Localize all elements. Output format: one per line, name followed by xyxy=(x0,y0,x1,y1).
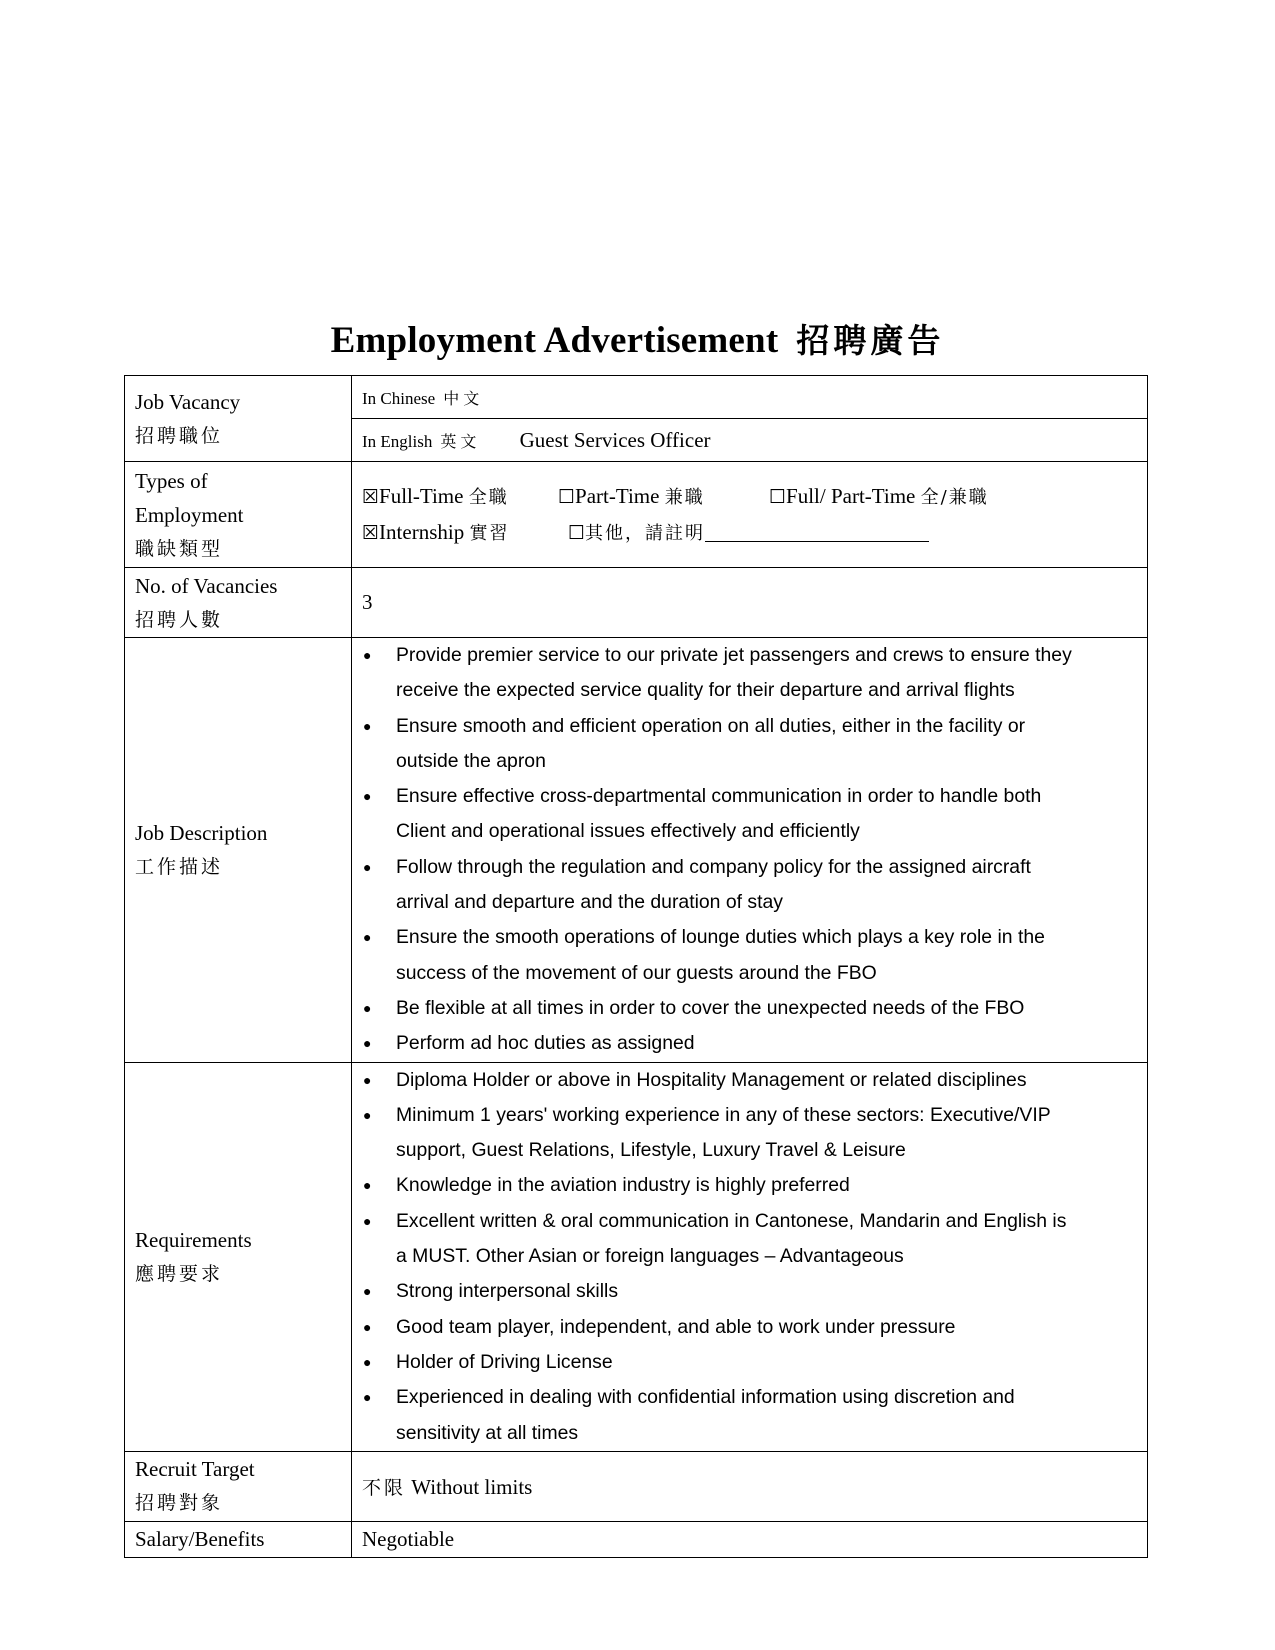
recruit-target-value-zh: 不限 xyxy=(362,1476,407,1499)
recruit-target-row xyxy=(125,1451,1148,1521)
list-item xyxy=(352,1274,1143,1309)
requirements-cell xyxy=(352,1062,1148,1451)
list-item-line: a MUST. Other Asian or foreign languages – Advantageous xyxy=(396,1245,904,1268)
checkbox-part-time[interactable]: ☐ xyxy=(558,485,576,508)
requirements-label-en: Requirements xyxy=(135,1227,252,1252)
option-part-time[interactable] xyxy=(558,479,769,515)
vacancies-label-en: No. of Vacancies xyxy=(135,573,278,598)
list-item-line: Strong interpersonal skills xyxy=(396,1280,619,1303)
requirements-row xyxy=(125,1062,1148,1451)
bullet-icon: ● xyxy=(363,1389,372,1406)
option-full-time-en: Full-Time xyxy=(379,483,464,508)
list-item-line: Knowledge in the aviation industry is highly preferred xyxy=(396,1174,850,1197)
salary-label: Salary/Benefits xyxy=(125,1521,352,1557)
checkbox-full-part-time[interactable]: ☐ xyxy=(769,485,787,508)
list-item xyxy=(352,779,1143,850)
list-item-line: Ensure smooth and efficient operation on all duties, either in the facility or xyxy=(396,714,1026,737)
recruit-target-label-zh: 招聘對象 xyxy=(135,1492,224,1515)
list-item xyxy=(352,850,1143,921)
salary-value: Negotiable xyxy=(352,1521,1148,1557)
list-item-line: arrival and departure and the duration of stay xyxy=(396,891,783,914)
employment-types-label-zh: 職缺類型 xyxy=(135,537,224,560)
vacancy-chinese-label xyxy=(362,389,483,408)
list-item-line: Ensure the smooth operations of lounge duties which plays a key role in the xyxy=(396,926,1045,949)
page-title xyxy=(0,315,1275,362)
vacancy-english-cell xyxy=(352,419,1148,462)
option-full-part-time[interactable] xyxy=(769,479,989,515)
list-item-line: Follow through the regulation and company policy for the assigned aircraft xyxy=(396,855,1031,878)
vacancy-chinese-cell xyxy=(352,376,1148,419)
bullet-icon: ● xyxy=(363,1212,372,1229)
vacancies-label-zh: 招聘人數 xyxy=(135,608,224,631)
job-description-list xyxy=(352,638,1143,1062)
checkbox-full-time[interactable]: ☒ xyxy=(362,485,380,508)
bullet-icon: ● xyxy=(363,1283,372,1300)
list-item-line: Ensure effective cross-departmental communication in order to handle both xyxy=(396,785,1042,808)
employment-types-label xyxy=(125,462,352,568)
recruit-target-value-en: Without limits xyxy=(411,1474,533,1499)
list-item-line: success of the movement of our guests around the FBO xyxy=(396,961,877,984)
checkbox-other[interactable]: ☐ xyxy=(568,521,586,544)
list-item-line: sensitivity at all times xyxy=(396,1421,579,1444)
list-item xyxy=(352,1204,1143,1275)
recruit-target-label xyxy=(125,1451,352,1521)
job-description-row xyxy=(125,638,1148,1063)
bullet-icon: ● xyxy=(363,999,372,1016)
list-item-line: receive the expected service quality for their departure and arrival flights xyxy=(396,679,1015,702)
job-description-label xyxy=(125,638,352,1063)
job-vacancy-label xyxy=(125,376,352,462)
job-vacancy-row-chinese xyxy=(125,376,1148,419)
employment-options-line-1 xyxy=(362,479,1137,515)
recruit-target-label-en: Recruit Target xyxy=(135,1457,255,1482)
in-chinese-label-zh: 中文 xyxy=(443,388,484,408)
list-item xyxy=(352,1168,1143,1203)
option-internship-en: Internship xyxy=(379,519,465,544)
list-item xyxy=(352,920,1143,991)
checkbox-internship[interactable]: ☒ xyxy=(362,521,380,544)
employment-types-row xyxy=(125,462,1148,568)
option-other-zh: 其他，請註明 xyxy=(585,522,706,544)
option-full-part-time-zh: 全/兼職 xyxy=(920,486,989,508)
requirements-list xyxy=(352,1063,1143,1451)
job-description-label-zh: 工作描述 xyxy=(135,855,224,878)
list-item-line: Excellent written & oral communication in Cantonese, Mandarin and English is xyxy=(396,1209,1067,1232)
in-chinese-label: In Chinese xyxy=(362,388,436,408)
option-part-time-zh: 兼職 xyxy=(664,486,705,508)
other-specify-field[interactable] xyxy=(705,519,929,542)
job-description-cell xyxy=(352,638,1148,1063)
list-item xyxy=(352,1063,1143,1098)
list-item-line: Good team player, independent, and able to work under pressure xyxy=(396,1315,956,1338)
requirements-label xyxy=(125,1062,352,1451)
list-item xyxy=(352,991,1143,1026)
list-item-line: Minimum 1 years' working experience in any of these sectors: Executive/VIP xyxy=(396,1103,1051,1126)
bullet-icon: ● xyxy=(363,1353,372,1370)
list-item-line: Diploma Holder or above in Hospitality Management or related disciplines xyxy=(396,1068,1027,1091)
list-item-line: Be flexible at all times in order to cover the unexpected needs of the FBO xyxy=(396,996,1025,1019)
requirements-label-zh: 應聘要求 xyxy=(135,1262,224,1285)
option-full-time-zh: 全職 xyxy=(468,486,509,508)
bullet-icon: ● xyxy=(363,717,372,734)
list-item-line: Provide premier service to our private jet passengers and crews to ensure they xyxy=(396,644,1072,666)
list-item-line: Experienced in dealing with confidential information using discretion and xyxy=(396,1386,1015,1409)
option-internship[interactable] xyxy=(362,515,568,551)
employment-types-label-en-1: Types of xyxy=(135,468,208,493)
title-en: Employment Advertisement xyxy=(330,320,779,361)
job-description-label-en: Job Description xyxy=(135,820,268,845)
bullet-icon: ● xyxy=(363,1071,372,1088)
bullet-icon: ● xyxy=(363,1318,372,1335)
job-vacancy-label-zh: 招聘職位 xyxy=(135,424,224,447)
list-item xyxy=(352,638,1143,709)
option-full-time[interactable] xyxy=(362,479,558,515)
bullet-icon: ● xyxy=(363,1106,372,1123)
list-item xyxy=(352,1310,1143,1345)
vacancy-english-label xyxy=(362,432,480,451)
list-item-line: Holder of Driving License xyxy=(396,1350,613,1373)
employment-types-label-en-2: Employment xyxy=(135,502,244,527)
bullet-icon: ● xyxy=(363,647,372,663)
option-other[interactable] xyxy=(568,515,929,551)
option-internship-zh: 實習 xyxy=(469,522,510,544)
bullet-icon: ● xyxy=(363,1177,372,1194)
advertisement-table xyxy=(124,375,1148,1558)
title-zh: 招聘廣告 xyxy=(796,321,945,360)
list-item xyxy=(352,1380,1143,1451)
bullet-icon: ● xyxy=(363,788,372,805)
employment-options-line-2 xyxy=(362,515,1137,551)
vacancies-row xyxy=(125,568,1148,638)
recruit-target-value xyxy=(352,1451,1148,1521)
list-item-line: support, Guest Relations, Lifestyle, Luxury Travel & Leisure xyxy=(396,1139,906,1162)
list-item-line: outside the apron xyxy=(396,749,546,772)
list-item-line: Client and operational issues effectively and efficiently xyxy=(396,820,860,843)
option-full-part-time-en: Full/ Part-Time xyxy=(786,483,916,508)
in-english-label: In English xyxy=(362,431,433,451)
bullet-icon: ● xyxy=(363,1035,372,1052)
job-vacancy-label-en: Job Vacancy xyxy=(135,389,241,414)
vacancies-label xyxy=(125,568,352,638)
employment-types-cell xyxy=(352,462,1148,568)
list-item xyxy=(352,1098,1143,1169)
bullet-icon: ● xyxy=(363,858,372,875)
in-english-label-zh: 英文 xyxy=(440,431,481,451)
list-item-line: Perform ad hoc duties as assigned xyxy=(396,1032,695,1055)
list-item xyxy=(352,709,1143,780)
list-item xyxy=(352,1345,1143,1380)
salary-row xyxy=(125,1521,1148,1557)
vacancies-value: 3 xyxy=(352,568,1148,638)
option-part-time-en: Part-Time xyxy=(575,483,660,508)
vacancy-english-value: Guest Services Officer xyxy=(519,427,711,452)
bullet-icon: ● xyxy=(363,929,372,946)
list-item xyxy=(352,1026,1143,1061)
